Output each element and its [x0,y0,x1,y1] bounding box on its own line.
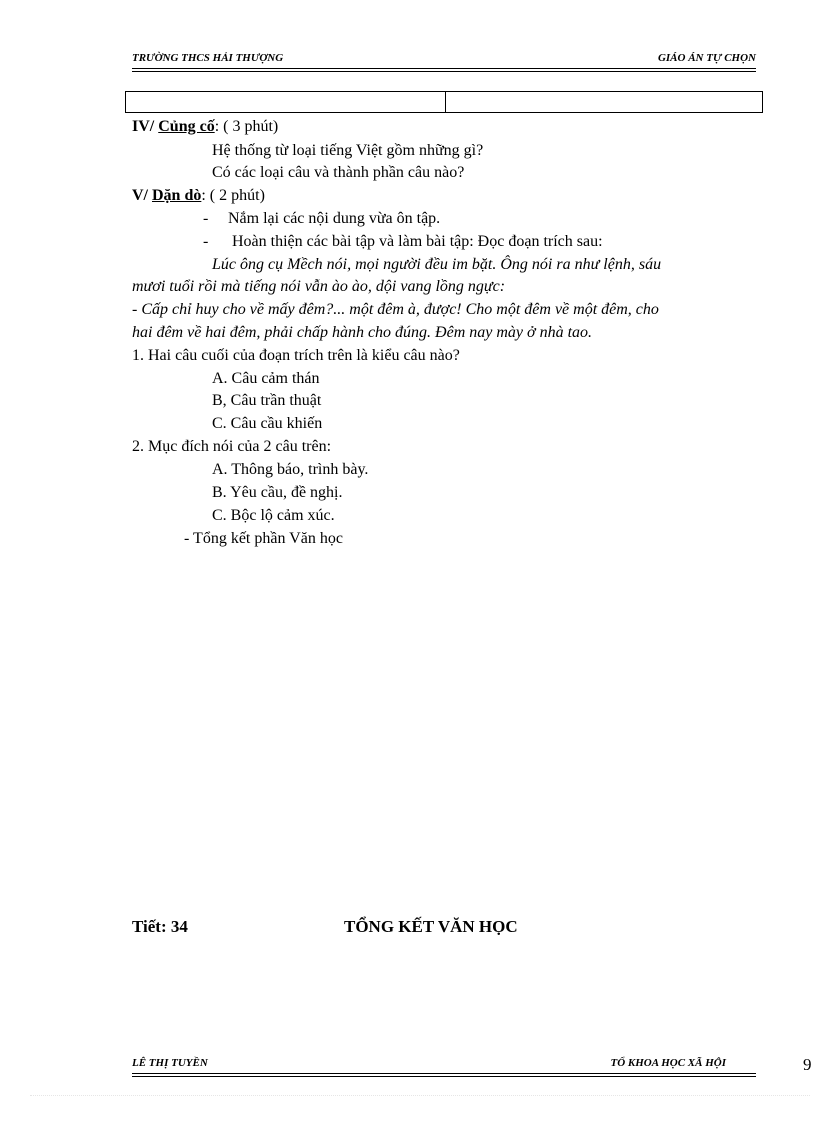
header-rule-double [132,71,756,72]
page-header [132,52,756,68]
section-4-time: : ( 3 phút) [214,118,279,135]
question-1: 1. Hai câu cuối của đoạn trích trên là kiểu câu nào? [132,347,460,364]
page-number: 9 [803,1055,812,1074]
question-1-option-a: A. Câu cảm thán [212,370,320,387]
lesson-number: Tiết: 34 [132,917,188,936]
footer-author: LÊ THỊ TUYỀN [132,1057,208,1069]
section-4-line-2: Có các loại câu và thành phần câu nào? [212,164,465,181]
page-bottom-edge [30,1095,810,1096]
question-2-option-c: C. Bộc lộ cảm xúc. [212,507,335,524]
section-5-heading [132,186,265,206]
section-4-title: Củng cố [158,118,215,135]
table-cell-left [126,92,446,112]
footer-rule [132,1073,756,1074]
question-2: 2. Mục đích nói của 2 câu trên: [132,438,332,455]
summary-bullet: - Tổng kết phần Văn học [184,530,343,547]
excerpt-line-4: hai đêm về hai đêm, phải chấp hành cho đúng. Đêm nay mày ở nhà tao. [132,324,593,341]
section-5-bullet-1: Nắm lại các nội dung vừa ôn tập. [228,210,441,227]
excerpt-line-3: - Cấp chỉ huy cho về mấy đêm?... một đêm à, được! Cho một đêm về một đêm, cho [132,301,659,318]
bullet-mark-2: - [203,233,209,250]
question-1-option-b: B, Câu trần thuật [212,392,322,409]
header-school: TRƯỜNG THCS HẢI THƯỢNG [132,52,284,64]
footer-department: TỔ KHOA HỌC XÃ HỘI [610,1057,726,1069]
header-rule [132,68,756,69]
section-5-time: : ( 2 phút) [201,187,265,204]
lesson-title: TỔNG KẾT VĂN HỌC [344,917,518,936]
footer-rule-double [132,1076,756,1077]
section-5-bullet-2: Hoàn thiện các bài tập và làm bài tập: Đọc đoạn trích sau: [232,233,603,250]
question-2-option-b: B. Yêu cầu, đề nghị. [212,484,343,501]
question-1-option-c: C. Câu cầu khiến [212,415,323,432]
excerpt-line-1: Lúc ông cụ Mềch nói, mọi người đều im bặt. Ông nói ra như lệnh, sáu [212,256,662,273]
bullet-mark-1: - [203,210,209,227]
section-4-heading [132,117,278,137]
page-footer [132,1057,726,1073]
section-4-label: IV/ [132,118,155,135]
empty-table-row [125,91,763,113]
section-4-line-1: Hệ thống từ loại tiếng Việt gồm những gì? [212,142,484,159]
section-5-title: Dặn dò [152,187,202,204]
excerpt-line-2: mươi tuổi rồi mà tiếng nói vẫn ào ào, dội vang lồng ngực: [132,278,506,295]
header-doc-title: GIÁO ÁN TỰ CHỌN [657,52,756,64]
section-5-label: V/ [132,187,148,204]
question-2-option-a: A. Thông báo, trình bày. [212,461,369,478]
